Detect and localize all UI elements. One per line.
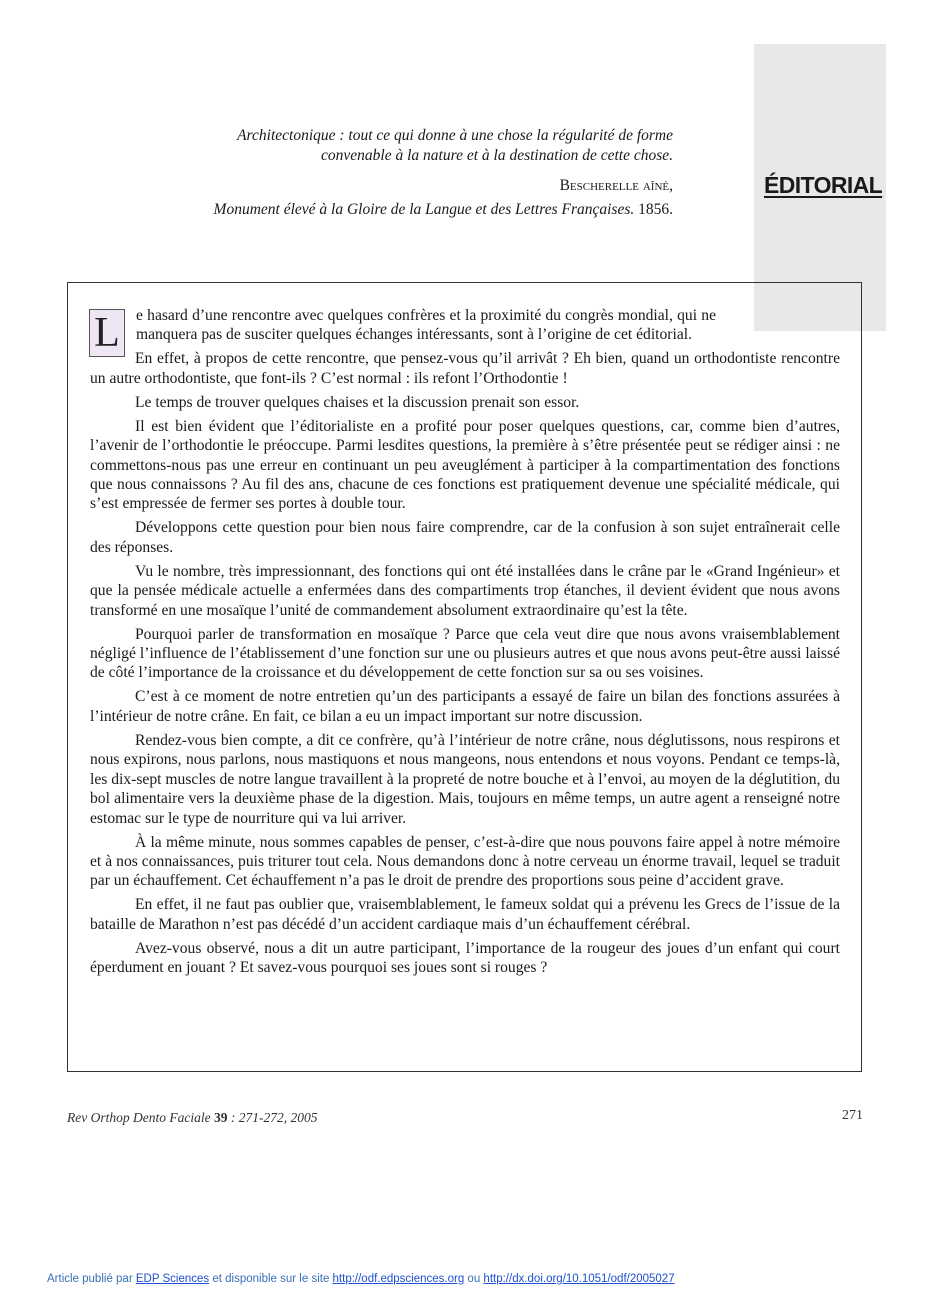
epigraph-quote-line-2: convenable à la nature et à la destination de cette chose. xyxy=(321,147,673,164)
publisher-or: ou xyxy=(464,1273,484,1285)
journal-pages: : 271-272, 2005 xyxy=(227,1110,318,1125)
article-paragraph: À la même minute, nous sommes capables de penser, c’est-à-dire que nous pouvons faire appel à notre mémoire et à nos connaissances, puis triturer tout cela. Nous demandons donc à notre cerveau un énorme travail, lequel se traduit par un échauffement. Cet échauffement n’a pas le droit de prendre des proportions sous peine d’accident grave. xyxy=(90,833,840,890)
epigraph-quote xyxy=(130,126,673,166)
epigraph-author xyxy=(130,176,673,196)
page-number: 271 xyxy=(842,1108,863,1123)
article-paragraph: Le temps de trouver quelques chaises et la discussion prenait son essor. xyxy=(135,393,580,411)
article-paragraph: En effet, à propos de cette rencontre, que pensez-vous qu’il arrivât ? Eh bien, quand un orthodontiste rencontre un autre orthodontiste, que font-ils ? C’est normal : ils refont l’Orthodontie ! xyxy=(90,350,840,387)
site-link[interactable]: http://odf.edpsciences.org xyxy=(332,1273,465,1285)
drop-cap: L xyxy=(89,309,125,357)
journal-citation xyxy=(67,1110,317,1126)
article-paragraph: Pourquoi parler de transformation en mosaïque ? Parce que cela veut dire que nous avons vraisemblablement négligé l’influence de l’établissement d’une fonction sur une ou plusieurs autres et que nous avons peut-être aussi laissé de côté l’importance de la croissance et du développement de cette fonction sur sa ou ses voisines. xyxy=(90,625,840,682)
section-title: ÉDITORIAL xyxy=(764,172,883,198)
journal-name: Rev Orthop Dento Faciale xyxy=(67,1110,214,1125)
article-paragraph: Rendez-vous bien compte, a dit ce confrère, qu’à l’intérieur de notre crâne, nous déglutissons, nous respirons et nous expirons, nous parlons, nous mastiquons et nous mangeons, nous entendons et nous voyons. Pendant ce temps-là, les dix-sept muscles de notre langue travaillent à la propreté de notre bouche et à l’envoi, au moyen de la déglutition, du bol alimentaire vers la deuxième phase de la digestion. Mais, toujours en même temps, un autre agent a renseigné notre estomac sur le type de nourriture qui va lui arriver. xyxy=(90,731,840,827)
epigraph xyxy=(130,126,673,220)
doi-link[interactable]: http://dx.doi.org/10.1051/odf/2005027 xyxy=(483,1273,675,1285)
publisher-prefix: Article publié par xyxy=(47,1273,136,1285)
article-paragraph: Il est bien évident que l’éditorialiste en a profité pour poser quelques questions, car, comme bien d’autres, l’avenir de l’orthodontie le préoccupe. Parmi lesdites questions, la première à s’être présentée peut se rédiger ainsi : ne commettons-nous pas une erreur en continuant un peu aveuglément à participer à la compartimentation des fonctions que nous connaissons ? Au fil des ans, chacune de ces fonctions est pratiquement devenue une spécialité médicale, qui s’est empressée de fermer ses portes à double tour. xyxy=(90,417,840,513)
publisher-link[interactable]: EDP Sciences xyxy=(135,1273,210,1285)
article-paragraph: Avez-vous observé, nous a dit un autre participant, l’importance de la rougeur des joues d’un enfant qui court éperdument en jouant ? Et savez-vous pourquoi ses joues sont si rouges ? xyxy=(90,939,840,977)
article-body xyxy=(90,306,840,982)
epigraph-source xyxy=(130,200,673,220)
article-paragraph: Vu le nombre, très impressionnant, des fonctions qui ont été installées dans le crâne par le «Grand Ingénieur» et que la pensée médicale actuelle a enfermées dans des compartiments trop étanches, il devient évident que nous avons transformé en une mosaïque l’unité de commandement absolument extraordinaire qu’est la tête. xyxy=(90,562,840,619)
epigraph-source-year: 1856. xyxy=(634,201,673,218)
epigraph-quote-line-1: Architectonique : tout ce qui donne à une chose la régularité de forme xyxy=(237,127,673,144)
epigraph-author-name: Bescherelle xyxy=(559,177,639,194)
journal-volume: 39 xyxy=(213,1110,228,1125)
epigraph-author-suffix: aîné, xyxy=(638,177,673,194)
article-paragraph: e hasard d’une rencontre avec quelques confrères et la proximité du congrès mondial, qui ne manquera pas de susciter quelques échanges intéressants, sont à l’origine de cet éditorial. xyxy=(136,307,716,344)
publisher-notice xyxy=(47,1273,675,1285)
publisher-middle: et disponible sur le site xyxy=(209,1273,333,1285)
article-paragraph: En effet, il ne faut pas oublier que, vraisemblablement, le fameux soldat qui a prévenu les Grecs de l’issue de la bataille de Marathon n’est pas décédé d’un accident cardiaque mais d’un échauffement cérébral. xyxy=(90,896,840,933)
article-paragraph: C’est à ce moment de notre entretien qu’un des participants a essayé de faire un bilan des fonctions assurées à l’intérieur de notre crâne. En fait, ce bilan a eu un impact important sur notre discussion. xyxy=(90,688,840,725)
epigraph-source-work: Monument élevé à la Gloire de la Langue et des Lettres Françaises. xyxy=(213,201,635,218)
article-paragraph: Développons cette question pour bien nous faire comprendre, car de la confusion à son sujet entraînerait celle des réponses. xyxy=(90,519,840,556)
